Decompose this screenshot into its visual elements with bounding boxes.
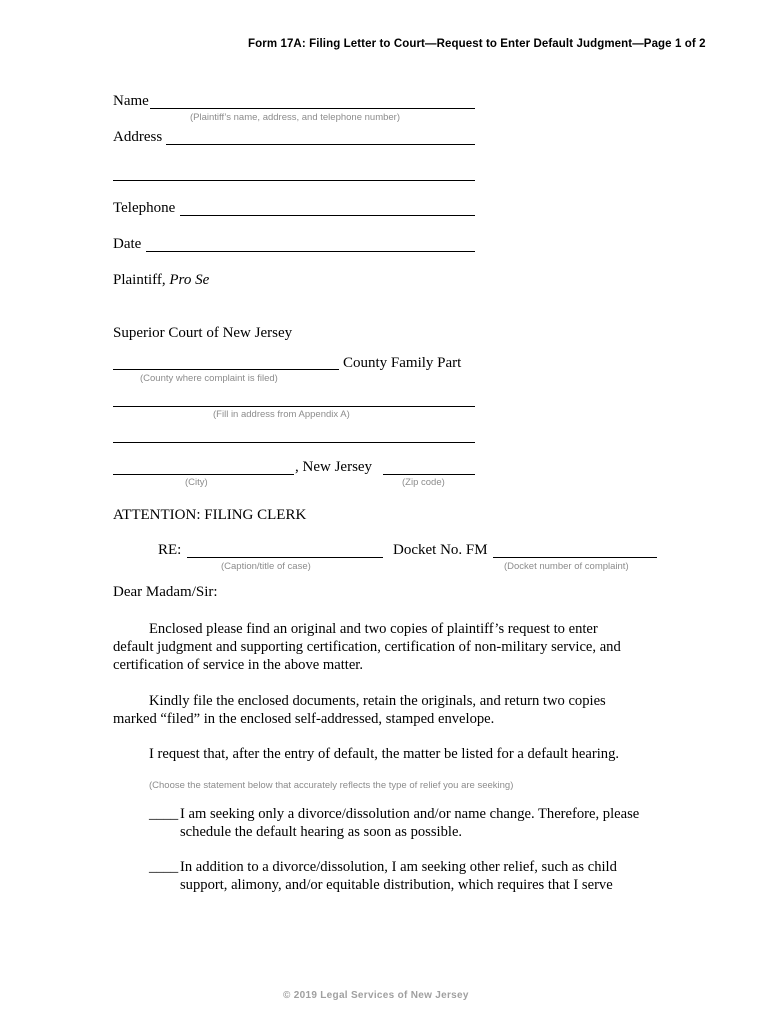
name-field[interactable] [150, 108, 475, 109]
choose-hint: (Choose the statement below that accurately reflects the type of relief you are seeking) [149, 780, 514, 791]
address-label: Address [113, 129, 163, 145]
pro-se-text: Pro Se [169, 272, 210, 288]
paragraph-2-line-1: Kindly file the enclosed documents, retain the originals, and return two copies [149, 693, 606, 709]
telephone-field[interactable] [180, 215, 475, 216]
option-1-line-2: schedule the default hearing as soon as possible. [180, 824, 463, 840]
paragraph-2-line-2: marked “filed” in the enclosed self-addressed, stamped envelope. [113, 711, 495, 727]
name-hint: (Plaintiff’s name, address, and telephone number) [190, 112, 401, 123]
paragraph-1-line-2: default judgment and supporting certification, certification of non-military service, and [113, 639, 621, 655]
copyright-footer: © 2019 Legal Services of New Jersey [283, 990, 469, 1001]
docket-field[interactable] [493, 557, 657, 558]
docket-label: Docket No. FM [393, 542, 488, 558]
salutation: Dear Madam/Sir: [113, 584, 218, 600]
plaintiff-line [113, 272, 209, 289]
date-label: Date [113, 236, 142, 252]
court-name: Superior Court of New Jersey [113, 325, 293, 341]
option-2-line-2: support, alimony, and/or equitable distribution, which requires that I serve [180, 877, 613, 893]
option-1-line-1: I am seeking only a divorce/dissolution and/or name change. Therefore, please [180, 806, 640, 822]
telephone-label: Telephone [113, 200, 176, 216]
zip-field[interactable] [383, 474, 475, 475]
state-suffix: , New Jersey [295, 459, 373, 475]
address-field-1[interactable] [166, 144, 475, 145]
form-header: Form 17A: Filing Letter to Court—Request to Enter Default Judgment—Page 1 of 2 [248, 38, 706, 50]
paragraph-1-line-1: Enclosed please find an original and two copies of plaintiff’s request to enter [149, 621, 598, 637]
court-address-field-2[interactable] [113, 442, 475, 443]
court-address-field-1[interactable] [113, 406, 475, 407]
option-1-checkbox[interactable]: ____ [149, 806, 179, 822]
option-2-line-1: In addition to a divorce/dissolution, I am seeking other relief, such as child [180, 859, 617, 875]
paragraph-3: I request that, after the entry of default, the matter be listed for a default hearing. [149, 746, 620, 762]
name-label: Name [113, 93, 149, 109]
city-field[interactable] [113, 474, 294, 475]
county-suffix: County Family Part [343, 355, 462, 371]
address-field-2[interactable] [113, 180, 475, 181]
option-2-checkbox[interactable]: ____ [149, 859, 179, 875]
caption-field[interactable] [187, 557, 383, 558]
date-field[interactable] [146, 251, 475, 252]
re-label: RE: [158, 542, 182, 558]
paragraph-1-line-3: certification of service in the above matter. [113, 657, 364, 673]
county-hint: (County where complaint is filed) [140, 373, 278, 384]
address-hint: (Fill in address from Appendix A) [213, 409, 350, 420]
attention-line: ATTENTION: FILING CLERK [113, 507, 307, 523]
city-hint: (City) [185, 477, 208, 488]
docket-hint: (Docket number of complaint) [504, 561, 629, 572]
caption-hint: (Caption/title of case) [221, 561, 311, 572]
plaintiff-label: Plaintiff, [113, 272, 166, 288]
county-field[interactable] [113, 369, 339, 370]
zip-hint: (Zip code) [402, 477, 445, 488]
